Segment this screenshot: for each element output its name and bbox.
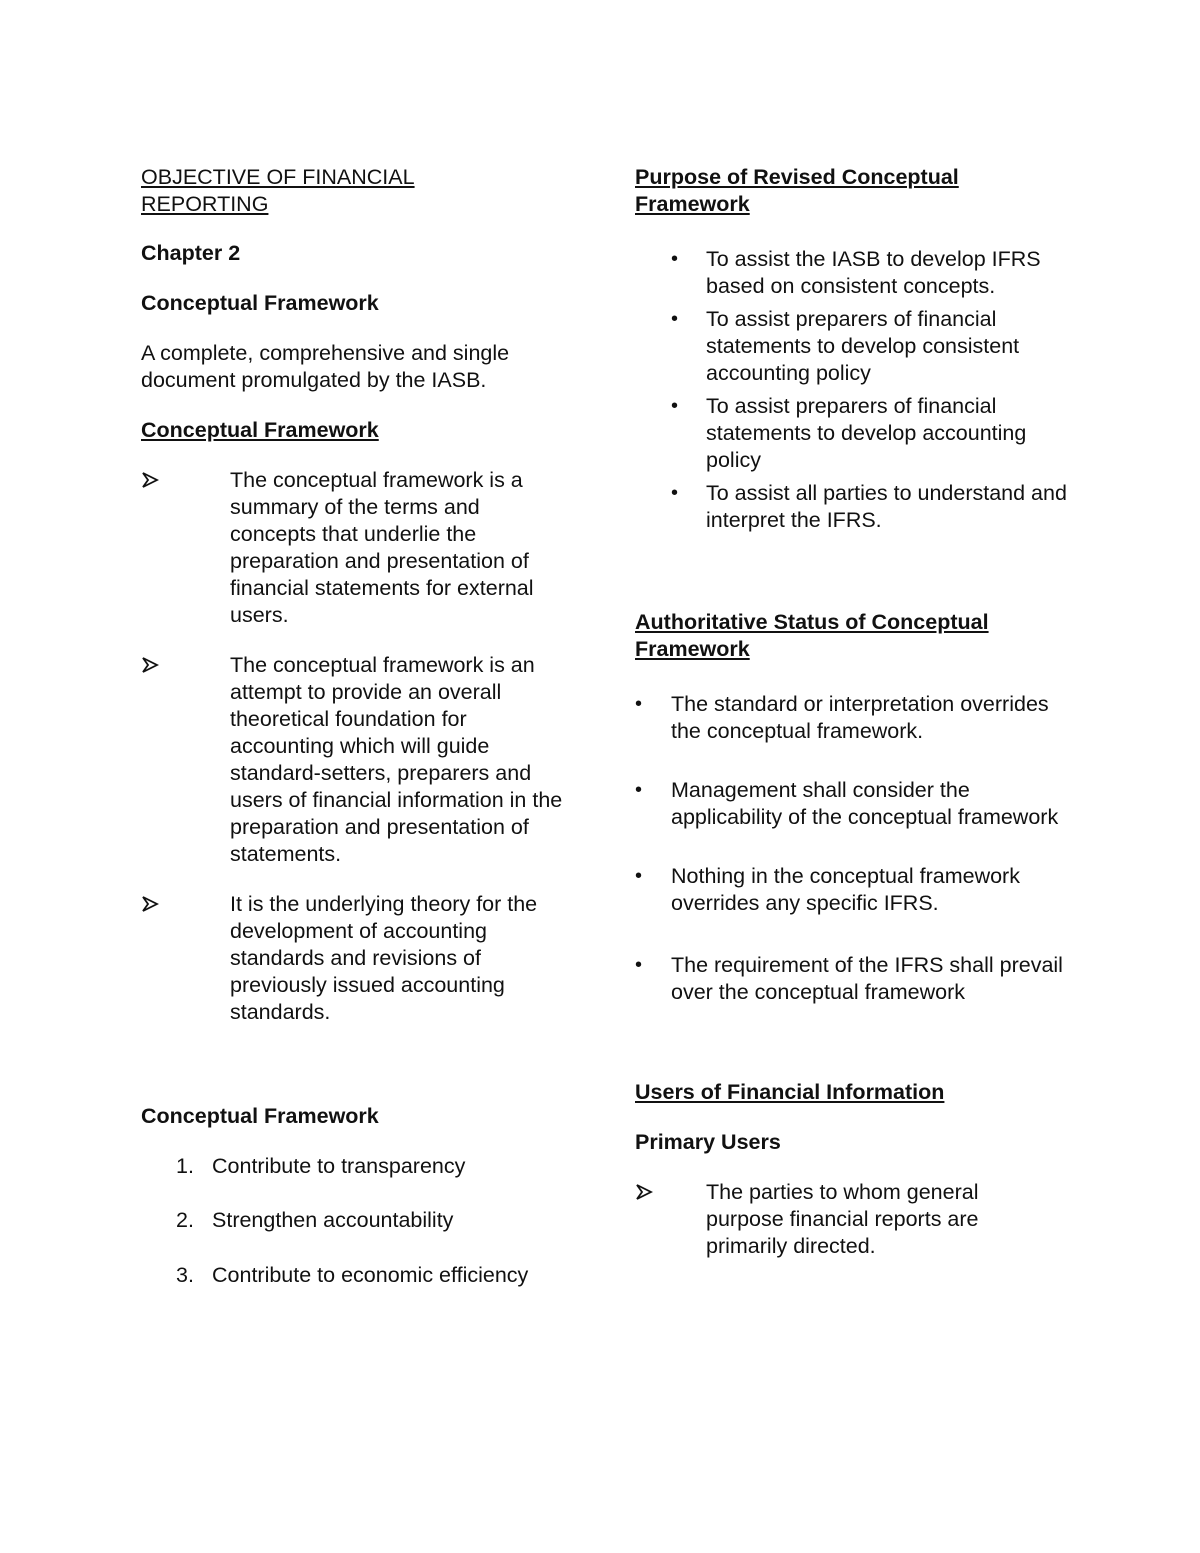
purpose-item-text: To assist preparers of financial statements to develop consistent accounting policy xyxy=(706,307,1020,385)
arrow-bullet-icon xyxy=(141,467,159,494)
authoritative-item-4 xyxy=(635,952,1071,1006)
purpose-heading: Purpose of Revised Conceptual Framework xyxy=(635,165,959,216)
bullet-dot-icon: • xyxy=(635,779,643,801)
right-column xyxy=(635,164,1075,1260)
purpose-item-text: To assist the IASB to develop IFRS based on consistent concepts. xyxy=(706,247,1041,298)
chapter-label: Chapter 2 xyxy=(141,241,241,265)
arrow-bullet-icon xyxy=(141,891,159,918)
conceptual-framework-heading-1: Conceptual Framework xyxy=(141,291,379,315)
item-text: Strengthen accountability xyxy=(212,1208,454,1232)
bullet-dot-icon: • xyxy=(635,954,643,976)
left-column xyxy=(141,164,571,1289)
item-number: 2. xyxy=(176,1208,194,1232)
purpose-item-4 xyxy=(635,480,1075,534)
authoritative-item-1 xyxy=(635,691,1075,745)
primary-users-heading: Primary Users xyxy=(635,1130,781,1154)
authoritative-item-text: Nothing in the conceptual framework overrides any specific IFRS. xyxy=(671,864,1020,915)
conceptual-framework-definition: A complete, comprehensive and single document promulgated by the IASB. xyxy=(141,341,510,392)
authoritative-item-text: The standard or interpretation overrides the conceptual framework. xyxy=(671,692,1049,743)
item-number: 3. xyxy=(176,1263,194,1287)
authoritative-list xyxy=(635,691,1075,1006)
cf-point-text: The conceptual framework is an attempt to provide an overall theoretical foundation for accounting which will guide standard-setters, preparers and users of financial information in the preparation and presentation of statements. xyxy=(230,653,563,866)
conceptual-framework-heading-2: Conceptual Framework xyxy=(141,418,379,442)
authoritative-item-2 xyxy=(635,777,1075,831)
purpose-item-2 xyxy=(635,306,1075,387)
numbered-item-3 xyxy=(141,1262,571,1289)
cf-point-2 xyxy=(141,652,571,868)
arrow-bullet-icon xyxy=(141,652,159,679)
numbered-item-1 xyxy=(141,1153,571,1180)
bullet-dot-icon: • xyxy=(635,693,643,715)
cf-point-3 xyxy=(141,891,571,1026)
authoritative-item-3 xyxy=(635,863,1075,917)
primary-users-point-1 xyxy=(635,1179,1026,1260)
bullet-dot-icon: • xyxy=(671,482,679,504)
bullet-dot-icon: • xyxy=(671,395,679,417)
authoritative-item-text: The requirement of the IFRS shall prevail over the conceptual framework xyxy=(671,953,1063,1004)
cf-point-1 xyxy=(141,467,571,629)
conceptual-framework-heading-3: Conceptual Framework xyxy=(141,1104,379,1128)
arrow-bullet-icon xyxy=(635,1179,653,1206)
item-text: Contribute to economic efficiency xyxy=(212,1263,529,1287)
numbered-item-2 xyxy=(141,1207,571,1234)
bullet-dot-icon: • xyxy=(671,308,679,330)
authoritative-item-text: Management shall consider the applicability of the conceptual framework xyxy=(671,778,1059,829)
bullet-dot-icon: • xyxy=(635,865,643,887)
purpose-item-3 xyxy=(635,393,1075,474)
bullet-dot-icon: • xyxy=(671,248,679,270)
cf-point-text: It is the underlying theory for the development of accounting standards and revisions of previously issued accounting standards. xyxy=(230,892,538,1024)
purpose-list xyxy=(635,246,1075,534)
purpose-item-text: To assist all parties to understand and interpret the IFRS. xyxy=(706,481,1067,532)
purpose-item-1 xyxy=(635,246,1075,300)
purpose-item-text: To assist preparers of financial statements to develop accounting policy xyxy=(706,394,1027,472)
cf-point-text: The conceptual framework is a summary of the terms and concepts that underlie the preparation and presentation of financial statements for external users. xyxy=(230,468,534,627)
users-heading: Users of Financial Information xyxy=(635,1080,945,1104)
item-number: 1. xyxy=(176,1154,194,1178)
authoritative-heading: Authoritative Status of Conceptual Framework xyxy=(635,610,989,661)
primary-users-point-text: The parties to whom general purpose financial reports are primarily directed. xyxy=(706,1180,979,1258)
document-title: OBJECTIVE OF FINANCIAL REPORTING xyxy=(141,165,415,216)
item-text: Contribute to transparency xyxy=(212,1154,466,1178)
